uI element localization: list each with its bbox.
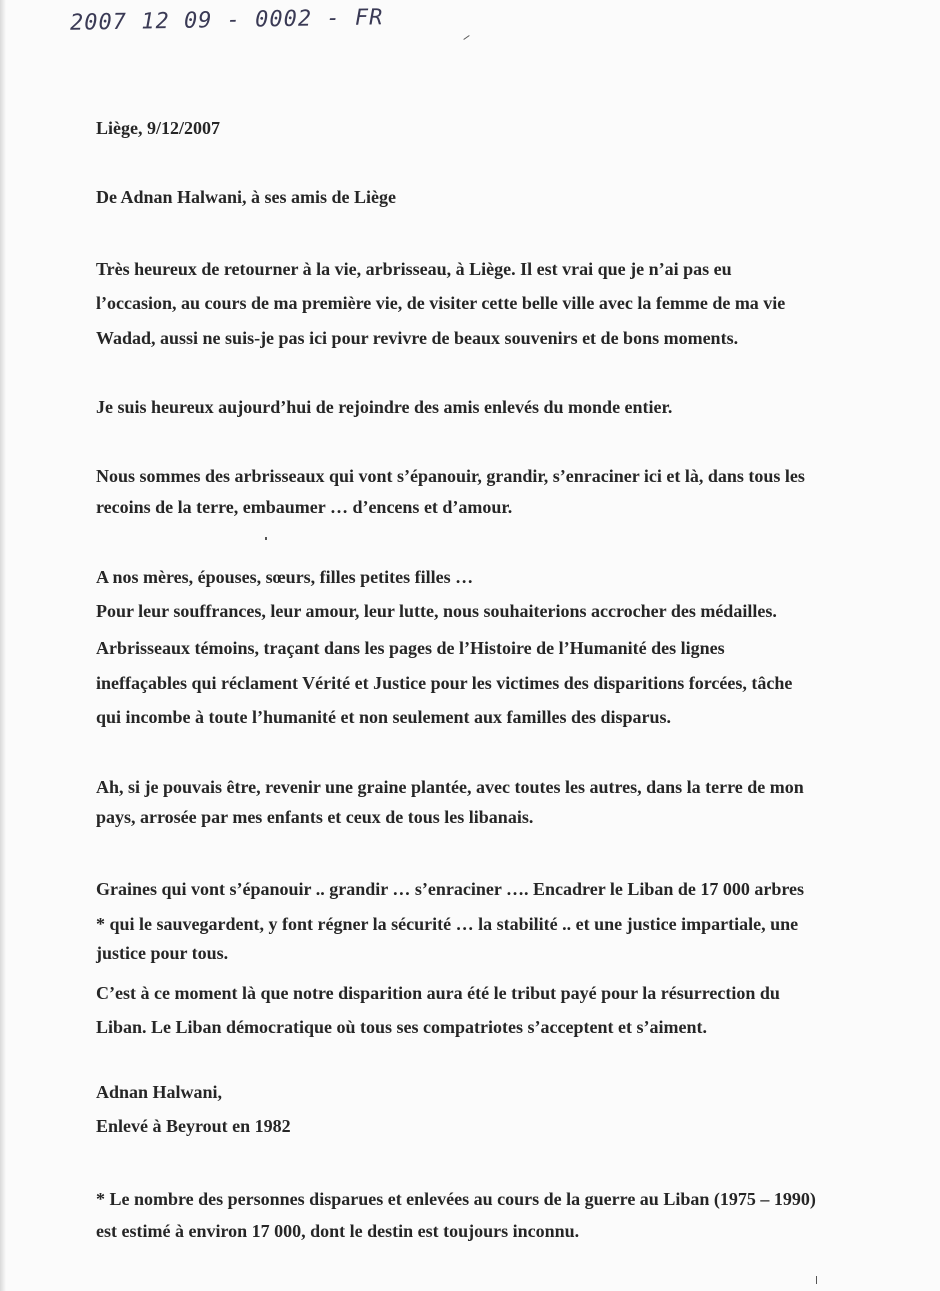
paragraph-line: A nos mères, épouses, sœurs, filles petites filles … bbox=[96, 567, 474, 587]
scan-speck bbox=[463, 35, 469, 40]
signature-note: Enlevé à Beyrout en 1982 bbox=[96, 1116, 291, 1136]
paragraph-line: l’occasion, au cours de ma première vie, de visiter cette belle ville avec la femme de ma vie bbox=[96, 293, 786, 313]
paragraph-line: recoins de la terre, embaumer … d’encens et d’amour. bbox=[96, 497, 513, 517]
paragraph-line: Je suis heureux aujourd’hui de rejoindre des amis enlevés du monde entier. bbox=[96, 397, 673, 417]
paragraph-line: Ah, si je pouvais être, revenir une graine plantée, avec toutes les autres, dans la terre de mon bbox=[96, 777, 804, 797]
paragraph-line: justice pour tous. bbox=[96, 943, 229, 963]
paragraph-line: C’est à ce moment là que notre disparition aura été le tribut payé pour la résurrection du bbox=[96, 983, 780, 1003]
letter-date: Liège, 9/12/2007 bbox=[96, 118, 220, 138]
signature-name: Adnan Halwani, bbox=[96, 1082, 223, 1102]
paragraph-line: Nous sommes des arbrisseaux qui vont s’épanouir, grandir, s’enraciner ici et là, dans tous les bbox=[96, 466, 805, 486]
handwritten-reference-number: 2007 12 09 - 0002 - FR bbox=[69, 5, 384, 36]
paragraph-line: * qui le sauvegardent, y font régner la sécurité … la stabilité .. et une justice impartiale, une bbox=[96, 914, 799, 934]
paragraph-line: qui incombe à toute l’humanité et non seulement aux familles des disparus. bbox=[96, 707, 672, 727]
paragraph-line: ineffaçables qui réclament Vérité et Justice pour les victimes des disparitions forcées, tâche bbox=[96, 673, 793, 693]
paragraph-line: Arbrisseaux témoins, traçant dans les pages de l’Histoire de l’Humanité des lignes bbox=[96, 638, 725, 658]
paragraph-line: Graines qui vont s’épanouir .. grandir … s’enraciner …. Encadrer le Liban de 17 000 arbres bbox=[96, 879, 805, 899]
footnote-line: * Le nombre des personnes disparues et enlevées au cours de la guerre au Liban (1975 – 1990) bbox=[96, 1189, 816, 1209]
scan-speck bbox=[265, 537, 267, 540]
letter-salutation: De Adnan Halwani, à ses amis de Liège bbox=[96, 187, 397, 207]
scan-edge-shadow bbox=[0, 0, 6, 1291]
paragraph-line: pays, arrosée par mes enfants et ceux de tous les libanais. bbox=[96, 807, 534, 827]
footnote-line: est estimé à environ 17 000, dont le destin est toujours inconnu. bbox=[96, 1221, 580, 1241]
scan-speck bbox=[816, 1276, 817, 1284]
paragraph-line: Liban. Le Liban démocratique où tous ses compatriotes s’acceptent et s’aiment. bbox=[96, 1017, 707, 1037]
paragraph-line: Pour leur souffrances, leur amour, leur lutte, nous souhaiterions accrocher des médailles. bbox=[96, 601, 777, 621]
paragraph-line: Très heureux de retourner à la vie, arbrisseau, à Liège. Il est vrai que je n’ai pas eu bbox=[96, 259, 732, 279]
paragraph-line: Wadad, aussi ne suis-je pas ici pour revivre de beaux souvenirs et de bons moments. bbox=[96, 328, 739, 348]
